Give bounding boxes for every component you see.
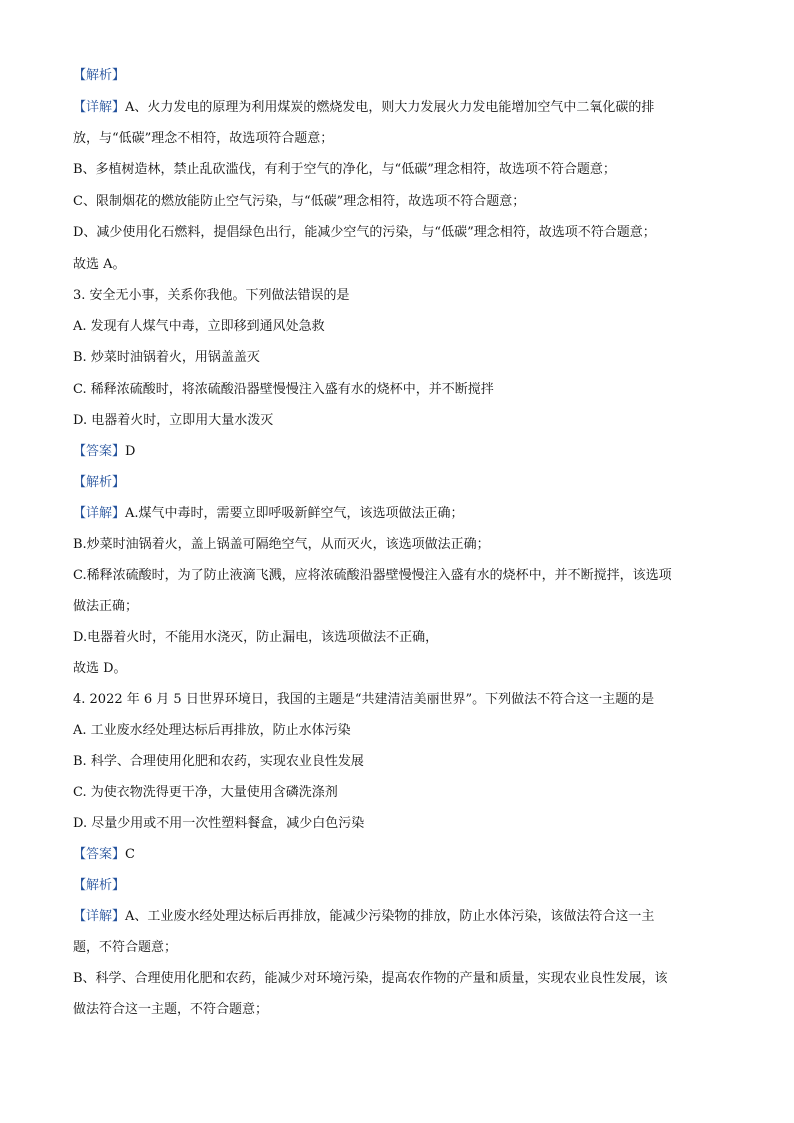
question-3-option-d: D. 电器着火时，立即用大量水泼灭 <box>73 413 274 428</box>
detail-line-q4-2: 题，不符合题意； <box>73 940 178 955</box>
question-3-option-c: C. 稀释浓硫酸时，将浓硫酸沿器壁慢慢注入盛有水的烧杯中，并不断搅拌 <box>73 382 494 397</box>
detail-line-q2-4: C、限制烟花的燃放能防止空气污染，与“低碳”理念相符，故选项不符合题意； <box>73 194 526 209</box>
detail-line-q2-6: 故选 A。 <box>73 257 126 272</box>
question-4-option-c: C. 为使衣物洗得更干净，大量使用含磷洗涤剂 <box>73 785 338 800</box>
question-4-option-d: D. 尽量少用或不用一次性塑料餐盒，减少白色污染 <box>73 816 365 831</box>
question-4-stem: 4. 2022 年 6 月 5 日世界环境日，我国的主题是“共建清洁美丽世界”。下列做法不符合这一主题的是 <box>73 692 655 707</box>
detail-line-q3-6: 故选 D。 <box>73 661 127 676</box>
answer-q4: 【答案】C <box>73 847 135 862</box>
detail-line-q4-3: B、科学、合理使用化肥和农药，能减少对环境污染，提高农作物的产量和质量，实现农业良性发展，该 <box>73 971 668 986</box>
detail-line-q3-1: 【详解】A.煤气中毒时，需要立即呼吸新鲜空气，该选项做法正确； <box>73 506 464 521</box>
question-4-option-a: A. 工业废水经处理达标后再排放，防止水体污染 <box>73 723 351 738</box>
detail-line-q2-1: 【详解】A、火力发电的原理为利用煤炭的燃烧发电，则大力发展火力发电能增加空气中二氧化碳的排 <box>73 100 655 115</box>
question-4-option-b: B. 科学、合理使用化肥和农药，实现农业良性发展 <box>73 754 364 769</box>
question-3-option-a: A. 发现有人煤气中毒，立即移到通风处急救 <box>73 319 325 334</box>
detail-line-q3-4: 做法正确； <box>73 599 139 614</box>
analysis-tag-q2: 【解析】 <box>73 68 126 83</box>
answer-q3: 【答案】D <box>73 444 136 459</box>
analysis-tag-q3: 【解析】 <box>73 475 126 490</box>
question-3-option-b: B. 炒菜时油锅着火，用锅盖盖灭 <box>73 350 260 365</box>
detail-line-q4-1: 【详解】A、工业废水经处理达标后再排放，能减少污染物的排放，防止水体污染，该做法符合这一主 <box>73 909 655 924</box>
detail-line-q3-3: C.稀释浓硫酸时，为了防止液滴飞溅，应将浓硫酸沿器壁慢慢注入盛有水的烧杯中，并不断搅拌，该选项 <box>73 568 672 583</box>
question-3-stem: 3. 安全无小事，关系你我他。下列做法错误的是 <box>73 288 350 303</box>
detail-line-q4-4: 做法符合这一主题，不符合题意； <box>73 1002 269 1017</box>
detail-line-q2-2: 放，与“低碳”理念不相符，故选项符合题意； <box>73 131 334 146</box>
detail-line-q3-5: D.电器着火时，不能用水浇灭，防止漏电，该选项做法不正确， <box>73 630 439 645</box>
analysis-tag-q4: 【解析】 <box>73 878 126 893</box>
detail-line-q2-5: D、减少使用化石燃料，提倡绿色出行，能减少空气的污染，与“低碳”理念相符，故选项不符合题意； <box>73 225 656 240</box>
detail-line-q3-2: B.炒菜时油锅着火，盖上锅盖可隔绝空气，从而灭火，该选项做法正确； <box>73 537 490 552</box>
detail-line-q2-3: B、多植树造林，禁止乱砍滥伐，有利于空气的净化，与“低碳”理念相符，故选项不符合题意； <box>73 162 616 177</box>
